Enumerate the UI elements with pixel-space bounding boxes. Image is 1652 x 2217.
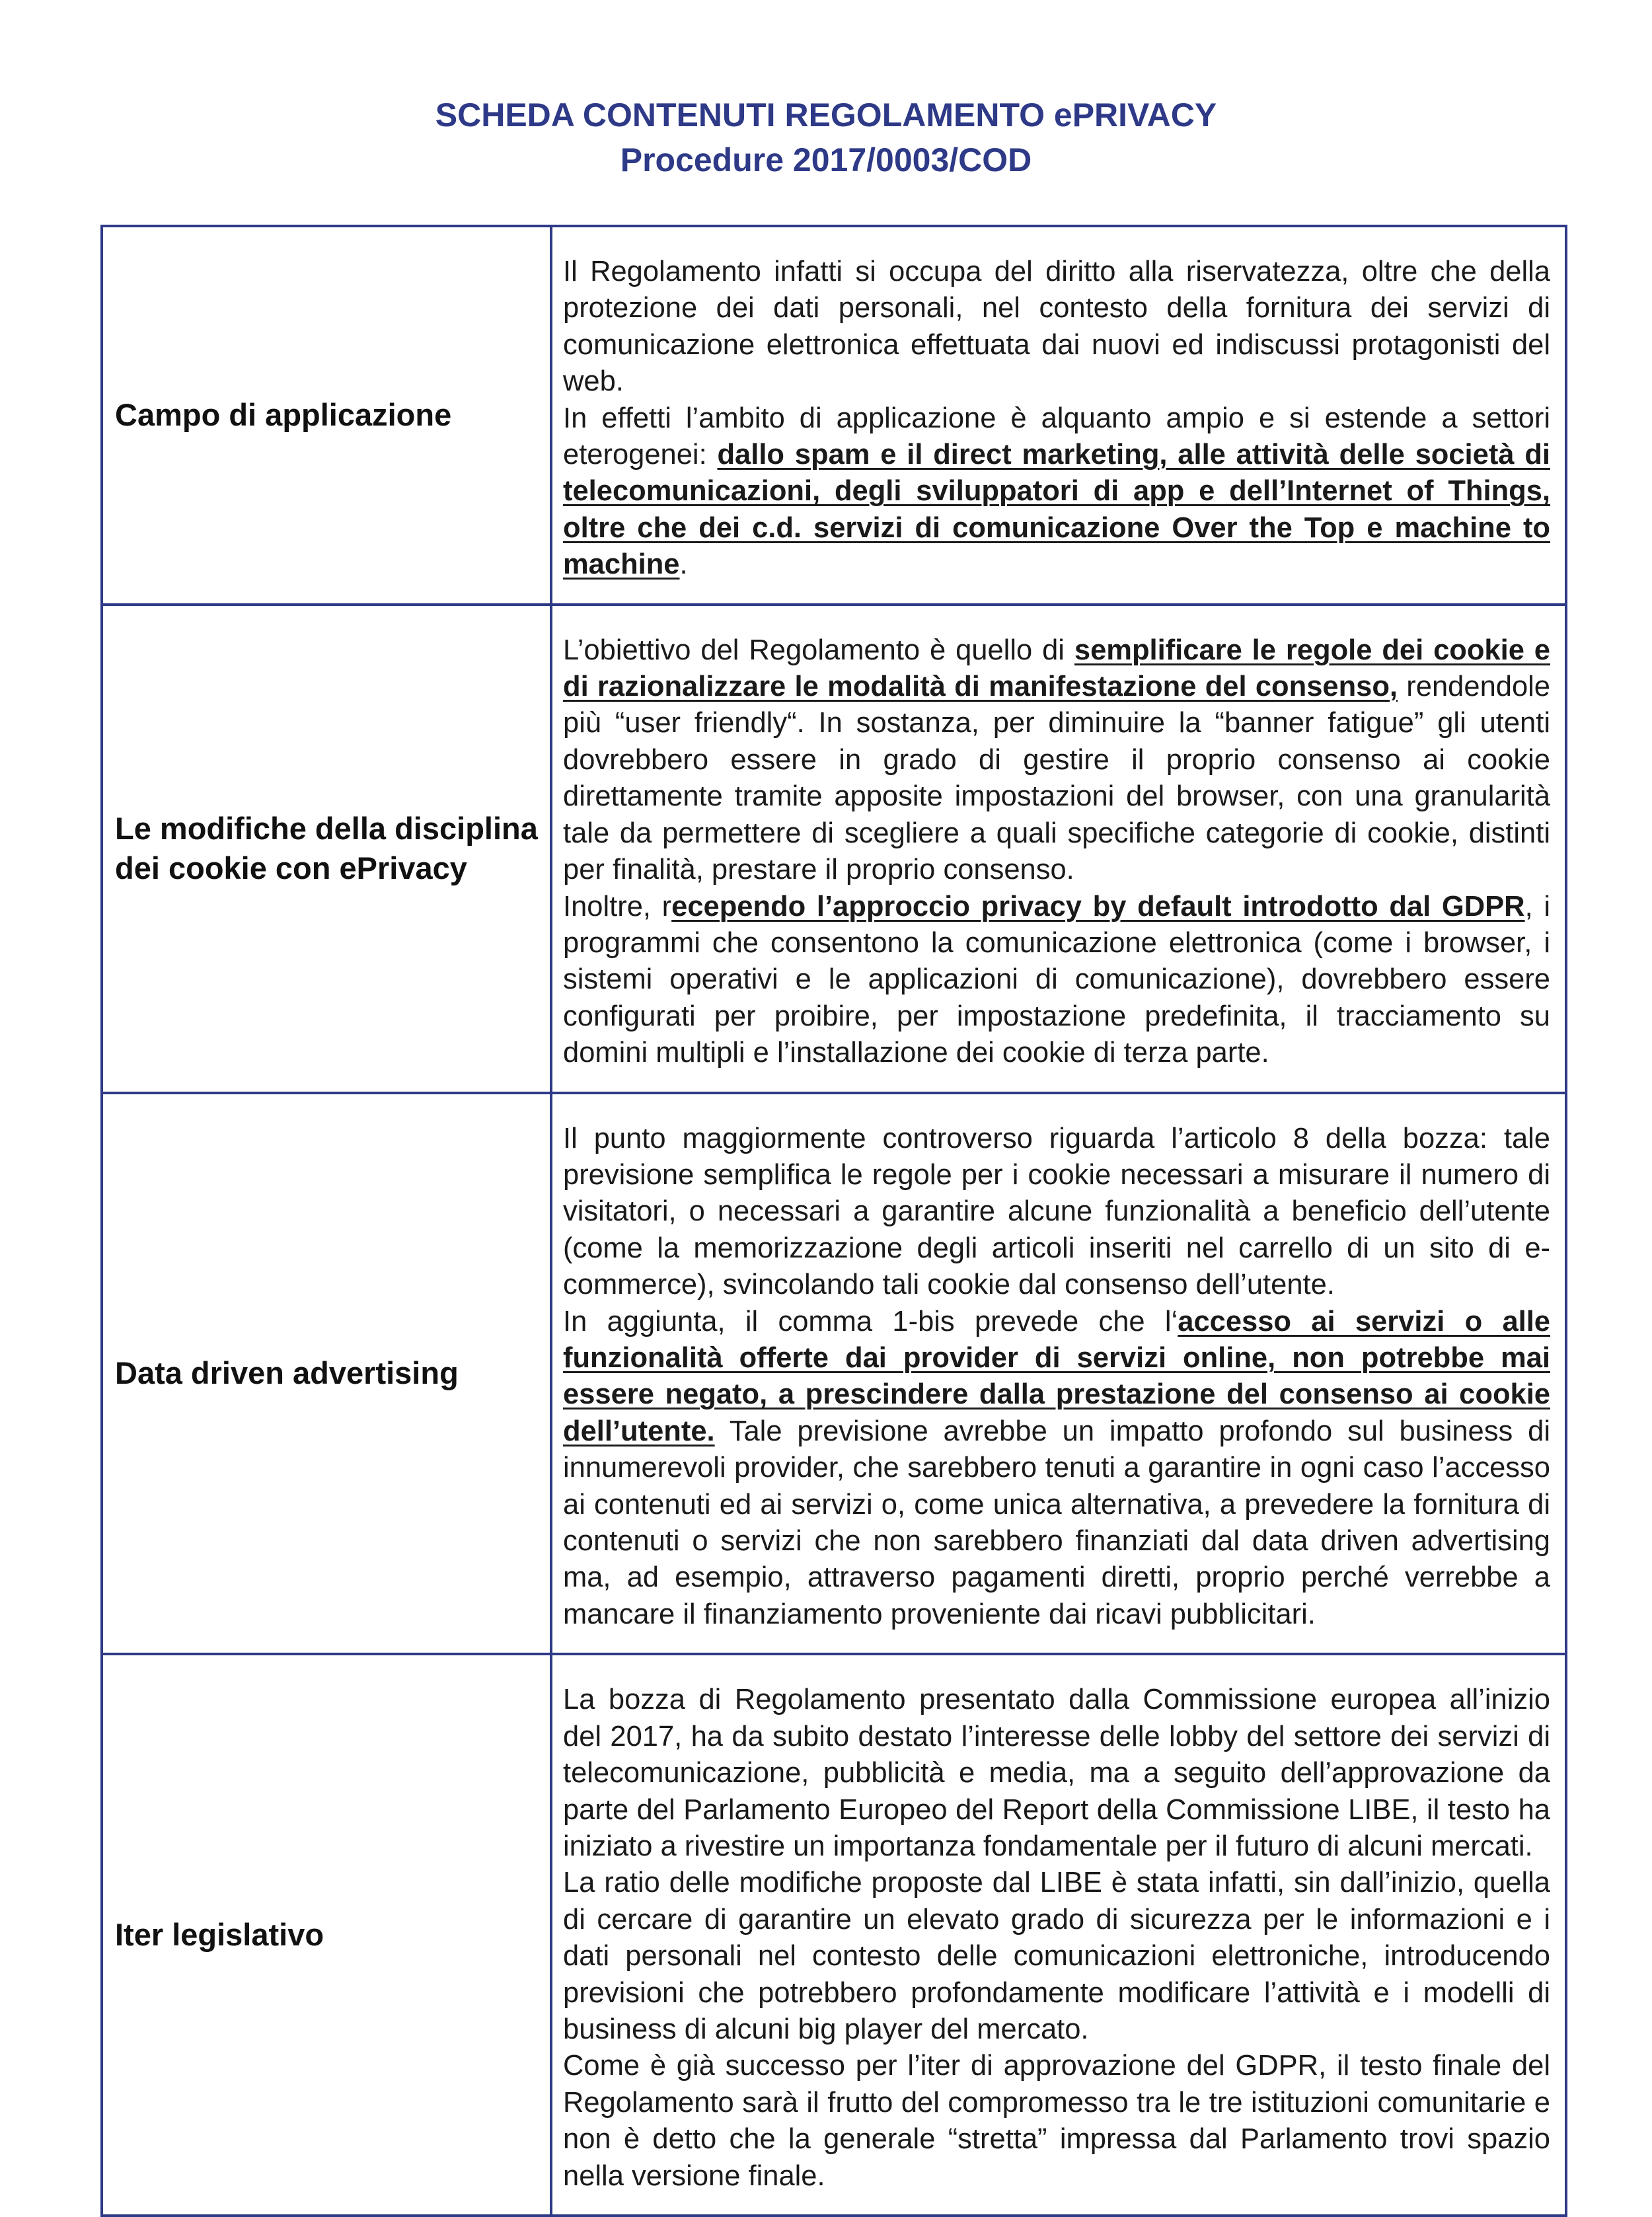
text-segment: In effetti l’ambito di applicazione è alquanto ampio e si estende a settori eterogenei: xyxy=(563,402,1550,471)
row-label: Iter legislativo xyxy=(102,1654,551,2216)
text-segment: In aggiunta, il comma 1-bis prevede che l‘ xyxy=(563,1305,1178,1337)
text-segment: Come è già successo per l’iter di approvazione del GDPR, il testo finale del Regolamento sarà il frutto del compromesso tra le tre istituzioni comunitarie e non è detto che la generale “stretta” impressa dal Parlamento trovi spazio nella versione finale. xyxy=(563,2050,1550,2192)
content-table xyxy=(100,225,1567,2217)
table-row xyxy=(102,1654,1566,2216)
document-title: SCHEDA CONTENUTI REGOLAMENTO ePRIVACY xyxy=(435,96,1217,133)
text-segment: La bozza di Regolamento presentato dalla Commissione europea all’inizio del 2017, ha da subito destato l’interesse delle lobby del settore dei servizi di telecomunicazione, pubblicità e media, ma a seguito dell’approvazione da parte del Parlamento Europeo del Report della Commissione LIBE, il testo ha iniziato a rivestire un importanza fondamentale per il futuro di alcuni mercati. xyxy=(563,1684,1550,1862)
text-segment: , i programmi che consentono la comunicazione elettronica (come i browser, i sistemi operativi e le applicazioni di comunicazione), dovrebbero essere configurati per proibire, per impostazione predefinita, il tracciamento su domini multipli e l’installazione dei cookie di terza parte. xyxy=(563,890,1550,1069)
text-segment: Tale previsione avrebbe un impatto profondo sul business di innumerevoli provider, che sarebbero tenuti a garantire in ogni caso l’accesso ai contenuti ed ai servizi o, come unica alternativa, a prevedere la fornitura di contenuti o servizi che non sarebbero finanziati dal data driven advertising ma, ad esempio, attraverso pagamenti diretti, proprio perché verrebbe a mancare il finanziamento proveniente dai ricavi pubblicitari. xyxy=(563,1415,1550,1630)
text-segment: La ratio delle modifiche proposte dal LIBE è stata infatti, sin dall’inizio, quella di cercare di garantire un elevato grado di sicurezza per le informazioni e i dati personali nel contesto delle comunicazioni elettroniche, introducendo previsioni che potrebbero profondamente modificare l’attività e i modelli di business di alcuni big player del mercato. xyxy=(563,1867,1550,2046)
paragraph xyxy=(563,889,1550,1072)
row-content xyxy=(551,226,1566,605)
document-header xyxy=(0,93,1652,182)
row-content xyxy=(551,605,1566,1093)
text-segment: L’obiettivo del Regolamento è quello di xyxy=(563,634,1074,666)
procedure-code: Procedure 2017/0003/COD xyxy=(620,141,1032,178)
paragraph xyxy=(563,400,1550,583)
text-segment: Il Regolamento infatti si occupa del diritto alla riservatezza, oltre che della protezione dei dati personali, nel contesto della fornitura dei servizi di comunicazione elettronica effettuata dai nuovi ed indiscussi protagonisti del web. xyxy=(563,256,1550,398)
row-content xyxy=(551,1654,1566,2216)
text-segment: rendendole più “user friendly“. In sostanza, per diminuire la “banner fatigue” gli utenti dovrebbero essere in grado di gestire il proprio consenso ai cookie direttamente tramite apposite impostazioni del browser, con una granularità tale da permettere di scegliere a quali specifiche categorie di cookie, distinti per finalità, prestare il proprio consenso. xyxy=(563,671,1550,886)
table-row xyxy=(102,605,1566,1093)
paragraph xyxy=(563,632,1550,889)
emphasized-text: semplificare le regole dei cookie e di razionalizzare le modalità di manifestazione del consenso, xyxy=(563,634,1550,703)
paragraph xyxy=(563,254,1550,400)
paragraph xyxy=(563,1121,1550,1304)
paragraph xyxy=(563,1304,1550,1634)
text-segment: . xyxy=(679,548,688,581)
text-segment: Il punto maggiormente controverso riguarda l’articolo 8 della bozza: tale previsione semplifica le regole per i cookie necessari a misurare il numero di visitatori, o necessari a garantire alcune funzionalità a beneficio dell’utente (come la memorizzazione degli articoli inseriti nel carrello di un sito di e-commerce), svincolando tali cookie dal consenso dell’utente. xyxy=(563,1122,1550,1301)
paragraph xyxy=(563,1865,1550,2048)
row-label: Le modifiche della disciplina dei cookie con ePrivacy xyxy=(102,605,551,1093)
paragraph xyxy=(563,1682,1550,1865)
text-segment: Inoltre, r xyxy=(563,890,672,922)
row-label: Data driven advertising xyxy=(102,1093,551,1655)
row-label: Campo di applicazione xyxy=(102,226,551,605)
table-row xyxy=(102,226,1566,605)
paragraph xyxy=(563,2048,1550,2195)
emphasized-text: ecependo l’approccio privacy by default introdotto dal GDPR xyxy=(671,890,1525,922)
row-content xyxy=(551,1093,1566,1655)
emphasized-text: accesso ai servizi o alle funzionalità offerte dai provider di servizi online, non potrebbe mai essere negato, a prescindere dalla prestazione del consenso ai cookie dell’utente. xyxy=(563,1305,1551,1447)
emphasized-text: dallo spam e il direct marketing, alle attività delle società di telecomunicazioni, degli sviluppatori di app e dell’Internet of Things, oltre che dei c.d. servizi di comunicazione Over the Top e machine to machine xyxy=(563,439,1550,581)
table-row xyxy=(102,1093,1566,1655)
